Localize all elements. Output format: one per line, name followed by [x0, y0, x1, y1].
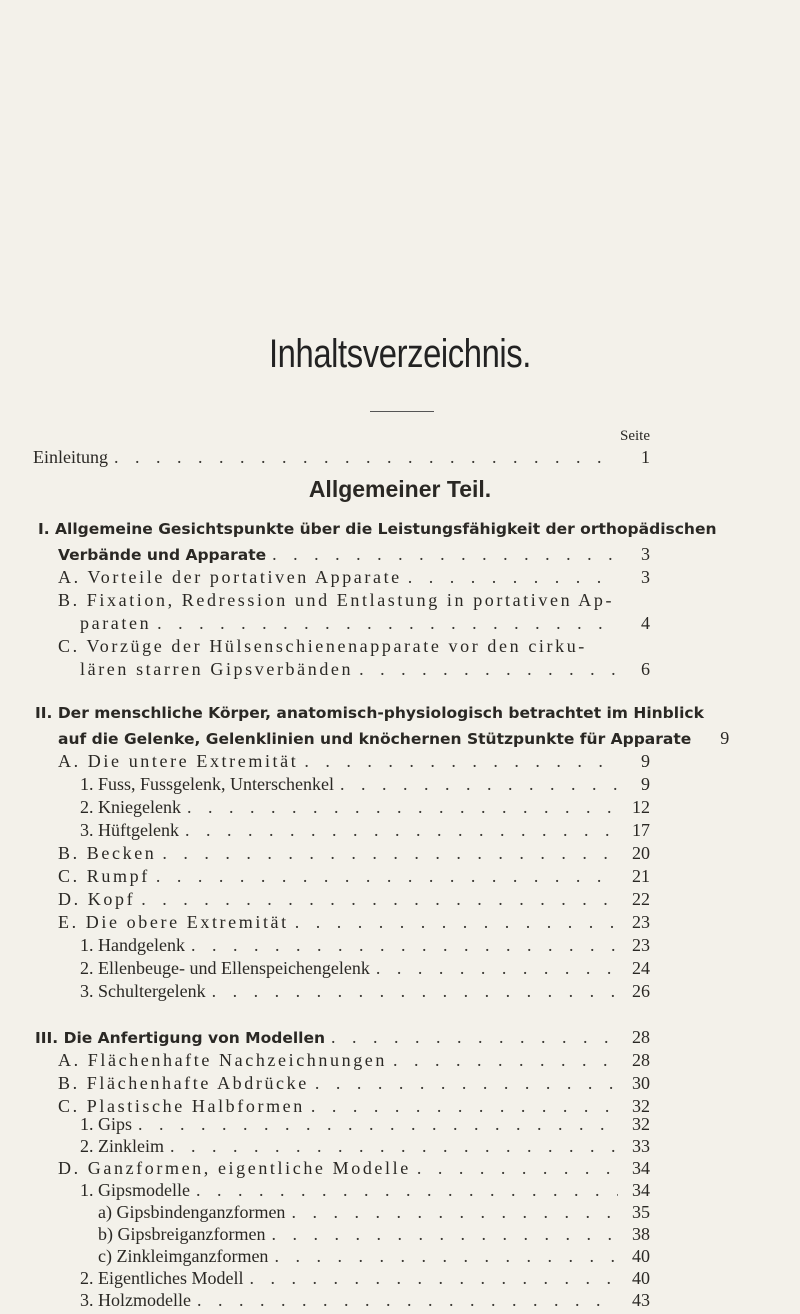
toc-label: 3. Schultergelenk [80, 981, 206, 1001]
leader-dots [156, 866, 618, 887]
leader-dots [114, 447, 618, 468]
toc-entry [80, 1114, 650, 1135]
leader-dots [185, 820, 618, 841]
toc-page: 4 [641, 613, 650, 633]
toc-entry [80, 774, 650, 795]
leader-dots [295, 912, 618, 933]
toc-page: 23 [632, 935, 650, 955]
toc-entry [35, 1027, 650, 1048]
page-column-header: Seite [620, 428, 650, 444]
toc-label: B. Becken [58, 843, 157, 863]
page-title: Inhaltsverzeichnis. [268, 332, 532, 376]
toc-entry-1b [80, 613, 650, 634]
leader-dots [304, 751, 618, 772]
toc-page: 20 [632, 843, 650, 863]
toc-label: b) Gipsbreiganzformen [98, 1224, 266, 1244]
toc-entry [80, 981, 650, 1002]
toc-page: 34 [632, 1180, 650, 1200]
toc-page: 24 [632, 958, 650, 978]
toc-page: 9 [641, 751, 650, 771]
toc-part1-heading-line1: I. Allgemeine Gesichtspunkte über die Leistungsfähigkeit der orthopädischen [38, 520, 717, 538]
toc-page: 30 [632, 1073, 650, 1093]
leader-dots [138, 1114, 618, 1135]
toc-entry [98, 1202, 650, 1223]
toc-label: A. Die untere Extremität [58, 751, 299, 771]
toc-entry-1a [58, 567, 650, 588]
toc-page: 28 [632, 1027, 650, 1047]
toc-page: 22 [632, 889, 650, 909]
toc-part2-heading-line1: II. Der menschliche Körper, anatomisch-physiologisch betrachtet im Hinblick [35, 704, 704, 722]
leader-dots [291, 1202, 618, 1223]
toc-entry [58, 751, 650, 772]
toc-entry [58, 1050, 650, 1071]
toc-label: C. Plastische Halbformen [58, 1096, 305, 1116]
toc-label: 2. Ellenbeuge- und Ellenspeichengelenk [80, 958, 370, 978]
leader-dots [249, 1268, 618, 1289]
leader-dots [272, 544, 618, 565]
leader-dots [197, 1290, 618, 1311]
toc-label: 1. Gipsmodelle [80, 1180, 190, 1200]
toc-label: Verbände und Apparate [58, 546, 267, 564]
leader-dots [196, 1180, 618, 1201]
toc-label: D. Ganzformen, eigentliche Modelle [58, 1158, 411, 1178]
leader-dots [162, 843, 618, 864]
toc-label: Einleitung [33, 447, 108, 467]
toc-page: 40 [632, 1246, 650, 1266]
leader-dots [170, 1136, 618, 1157]
toc-page: 6 [641, 659, 650, 679]
toc-label: D. Kopf [58, 889, 136, 909]
toc-label: 2. Kniegelenk [80, 797, 181, 817]
toc-page: 3 [641, 567, 650, 587]
toc-entry [80, 1290, 650, 1311]
toc-label: III. Die Anfertigung von Modellen [35, 1029, 326, 1047]
toc-page: 43 [632, 1290, 650, 1310]
toc-label: a) Gipsbindenganzformen [98, 1202, 286, 1222]
toc-page: 12 [632, 797, 650, 817]
toc-entry [80, 958, 650, 979]
toc-label: paraten [80, 613, 152, 633]
leader-dots [274, 1246, 618, 1267]
toc-label: A. Flächenhafte Nachzeichnungen [58, 1050, 387, 1070]
toc-page: 40 [632, 1268, 650, 1288]
leader-dots [187, 797, 618, 818]
toc-page: 33 [632, 1136, 650, 1156]
toc-page: 9 [720, 728, 730, 748]
toc-entry [58, 843, 650, 864]
leader-dots [340, 774, 618, 795]
toc-label: B. Flächenhafte Abdrücke [58, 1073, 309, 1093]
toc-label: 1. Handgelenk [80, 935, 185, 955]
toc-label: A. Vorteile der portativen Apparate [58, 567, 402, 587]
leader-dots [376, 958, 618, 979]
toc-page: 3 [641, 544, 650, 564]
toc-page: 21 [632, 866, 650, 886]
toc-entry [58, 1158, 650, 1179]
toc-label: 1. Gips [80, 1114, 133, 1134]
title-divider [370, 411, 434, 412]
toc-entry [58, 912, 650, 933]
toc-page: 32 [632, 1096, 650, 1116]
toc-label: auf die Gelenke, Gelenklinien und knöchernen Stützpunkte für Apparate [58, 730, 692, 748]
toc-entry [58, 1073, 650, 1094]
leader-dots [212, 981, 618, 1002]
section-heading: Allgemeiner Teil. [308, 476, 492, 502]
toc-entry [98, 1246, 650, 1267]
toc-label: c) Zinkleimganzformen [98, 1246, 269, 1266]
leader-dots [331, 1027, 618, 1048]
leader-dots [157, 613, 618, 634]
toc-label: 3. Holzmodelle [80, 1290, 191, 1310]
leader-dots [191, 935, 618, 956]
toc-label: E. Die obere Extremität [58, 912, 289, 932]
toc-page: 38 [632, 1224, 650, 1244]
toc-entry [80, 1180, 650, 1201]
toc-entry-1c [80, 659, 650, 680]
toc-entry [80, 820, 650, 841]
toc-entry [80, 797, 650, 818]
toc-page: 23 [632, 912, 650, 932]
toc-entry [98, 1224, 650, 1245]
toc-page: 26 [632, 981, 650, 1001]
toc-page: 32 [632, 1114, 650, 1134]
toc-entry-einleitung [33, 447, 650, 468]
toc-entry [80, 935, 650, 956]
leader-dots [359, 659, 618, 680]
leader-dots [393, 1050, 618, 1071]
toc-page: 28 [632, 1050, 650, 1070]
toc-label: 2. Eigentliches Modell [80, 1268, 244, 1288]
toc-entry [58, 889, 650, 910]
toc-label: C. Rumpf [58, 866, 150, 886]
toc-page: 34 [632, 1158, 650, 1178]
toc-entry [80, 1268, 650, 1289]
leader-dots [417, 1158, 618, 1179]
toc-label: 1. Fuss, Fussgelenk, Unterschenkel [80, 774, 334, 794]
toc-label: 3. Hüftgelenk [80, 820, 179, 840]
toc-entry-1b-line1: B. Fixation, Redression und Entlastung in portativen Ap- [58, 590, 615, 610]
toc-entry-1c-line1: C. Vorzüge der Hülsenschienenapparate vor den cirku- [58, 636, 587, 656]
toc-label: lären starren Gipsverbänden [80, 659, 354, 679]
leader-dots [141, 889, 618, 910]
toc-page: 1 [641, 447, 650, 467]
toc-entry [80, 1136, 650, 1157]
toc-entry-part2 [58, 728, 730, 749]
toc-entry [58, 866, 650, 887]
toc-page: 35 [632, 1202, 650, 1222]
toc-label: 2. Zinkleim [80, 1136, 164, 1156]
leader-dots [315, 1073, 618, 1094]
toc-page: 17 [632, 820, 650, 840]
leader-dots [408, 567, 618, 588]
leader-dots [271, 1224, 618, 1245]
toc-entry-part1 [58, 544, 650, 565]
toc-page: 9 [641, 774, 650, 794]
